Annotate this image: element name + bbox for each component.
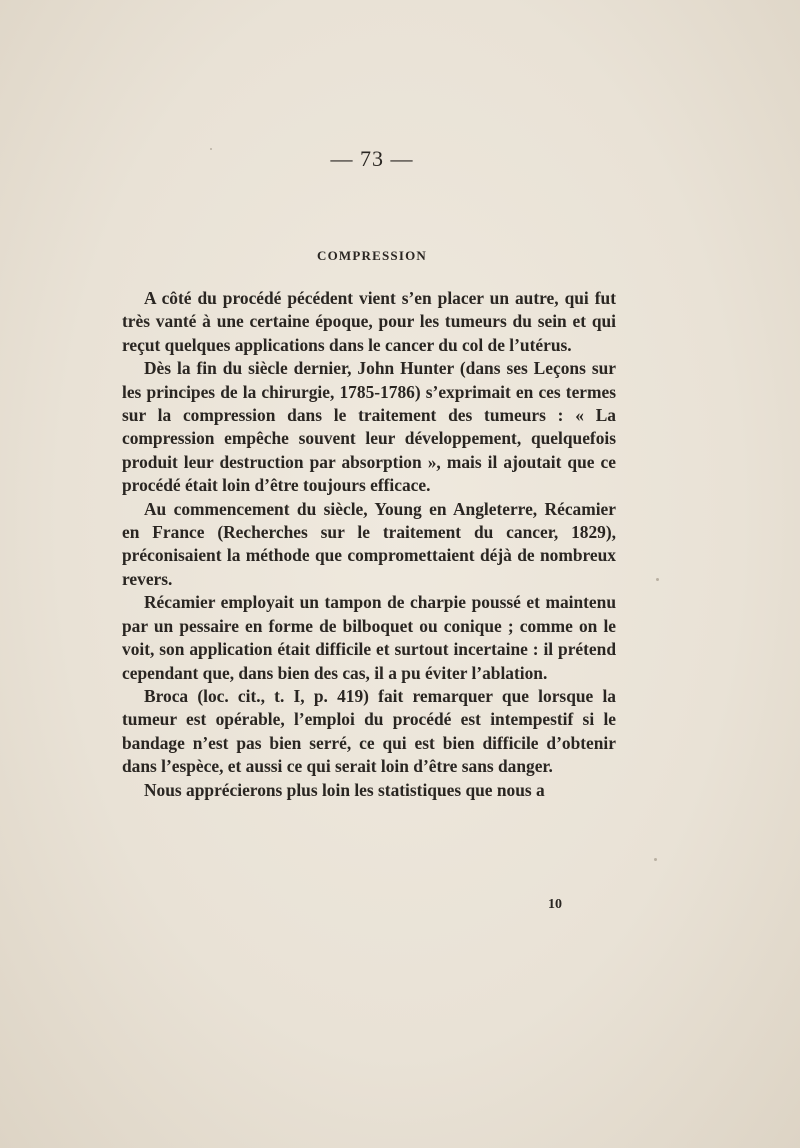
paragraph-5: Broca (loc. cit., t. I, p. 419) fait remarquer que lorsque la tumeur est opérable, l’emploi du procédé est intempestif si le bandage n’est pas bien serré, ce qui est bien difficile d’obtenir dans l’espèce, et aussi ce qui serait loin d’être sans danger. [122,685,616,777]
paragraph-4: Récamier employait un tampon de charpie poussé et maintenu par un pessaire en forme de bilboquet ou conique ; comme on le voit, son application était difficile et surtout incertaine : il prétend cependant que, dans bien des cas, il a pu éviter l’ablation. [122,592,616,683]
paragraph-6: Nous apprécierons plus loin les statistiques que nous a [144,779,545,800]
paper-fleck [654,858,657,861]
paragraph-2: Dès la fin du siècle dernier, John Hunter (dans ses Leçons sur les principes de la chirurgie, 1785-1786) s’exprimait en ces termes sur la compression dans le traitement des tumeurs : « La compression empêche souvent leur développement, quelquefois produit leur destruction par absorption », mais il ajoutait que ce procédé était loin d’être toujours efficace. [122,358,616,496]
paragraph-3: Au commencement du siècle, Young en Angleterre, Récamier en France (Recherches sur le traitement du cancer, 1829), préconisaient la méthode que compromettaient déjà de nombreux revers. [122,498,616,589]
paper-fleck [656,578,659,581]
paragraph-1: A côté du procédé pécédent vient s’en placer un autre, qui fut très vanté à une certaine époque, pour les tumeurs du sein et qui reçut quelques applications dans le cancer du col de l’utérus. [122,288,616,355]
signature-mark: 10 [548,897,562,912]
paper-fleck [210,148,212,150]
page-number: — 73 — [330,146,414,171]
section-title: COMPRESSION [317,248,427,263]
body-text [122,287,616,802]
